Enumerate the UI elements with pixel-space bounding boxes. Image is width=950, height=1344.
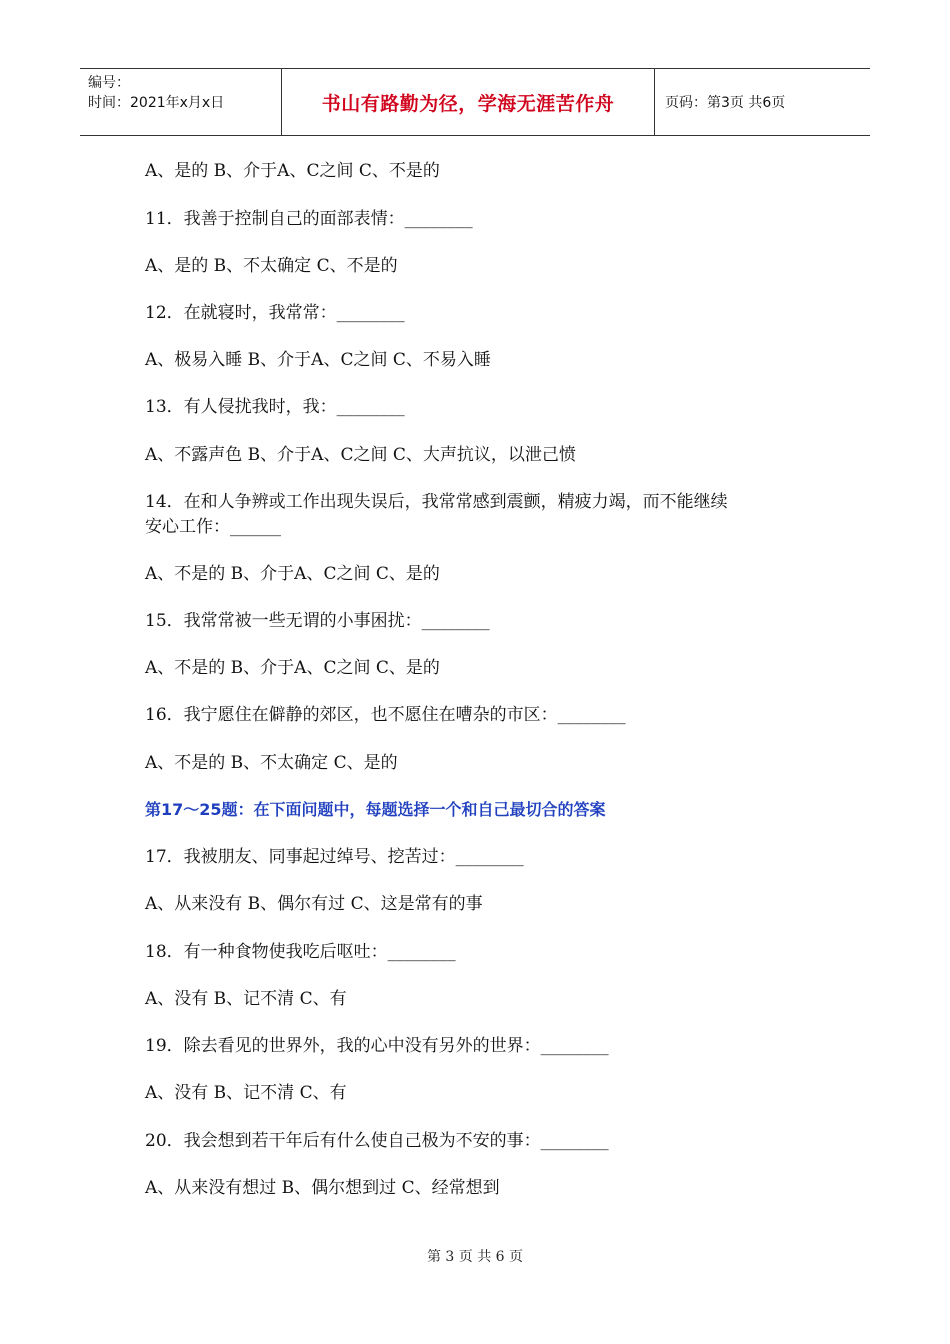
options-13: A、不露声色 B、介于A、C之间 C、大声抗议，以泄己愤 bbox=[145, 445, 576, 465]
question-19: 19．除去看见的世界外，我的心中没有另外的世界：________ bbox=[145, 1036, 609, 1056]
question-17: 17．我被朋友、同事起过绰号、挖苦过：________ bbox=[145, 847, 524, 867]
options-17: A、从来没有 B、偶尔有过 C、这是常有的事 bbox=[145, 894, 483, 914]
options-20: A、从来没有想过 B、偶尔想到过 C、经常想到 bbox=[145, 1178, 500, 1198]
header-motto: 书山有路勤为径，学海无涯苦作舟 bbox=[282, 69, 655, 135]
options-10: A、是的 B、介于A、C之间 C、不是的 bbox=[145, 161, 440, 181]
page-footer: 第 3 页 共 6 页 bbox=[426, 1249, 524, 1265]
options-18: A、没有 B、记不清 C、有 bbox=[145, 989, 347, 1009]
options-14: A、不是的 B、介于A、C之间 C、是的 bbox=[145, 564, 440, 584]
header-page-label: 页码：第3页 共6页 bbox=[665, 95, 786, 111]
question-16: 16．我宁愿住在僻静的郊区，也不愿住在嘈杂的市区：________ bbox=[145, 705, 626, 725]
question-11: 11．我善于控制自己的面部表情：________ bbox=[145, 209, 473, 229]
question-13: 13．有人侵扰我时，我：________ bbox=[145, 397, 405, 417]
options-12: A、极易入睡 B、介于A、C之间 C、不易入睡 bbox=[145, 350, 491, 370]
question-20: 20．我会想到若干年后有什么使自己极为不安的事：________ bbox=[145, 1131, 609, 1151]
question-15: 15．我常常被一些无谓的小事困扰：________ bbox=[145, 611, 490, 631]
question-14: 14．在和人争辨或工作出现失误后，我常常感到震颤，精疲力竭，而不能继续 bbox=[145, 492, 728, 512]
options-15: A、不是的 B、介于A、C之间 C、是的 bbox=[145, 658, 440, 678]
question-14-cont: 安心工作：______ bbox=[145, 517, 281, 537]
section-title: 第17～25题：在下面问题中，每题选择一个和自己最切合的答案 bbox=[145, 800, 606, 819]
code-label: 编号： bbox=[88, 75, 130, 91]
question-18: 18．有一种食物使我吃后呕吐：________ bbox=[145, 942, 456, 962]
options-11: A、是的 B、不太确定 C、不是的 bbox=[145, 256, 398, 276]
header-meta bbox=[80, 69, 282, 135]
options-19: A、没有 B、记不清 C、有 bbox=[145, 1083, 347, 1103]
options-16: A、不是的 B、不太确定 C、是的 bbox=[145, 753, 398, 773]
page-header bbox=[80, 68, 870, 136]
question-12: 12．在就寝时，我常常：________ bbox=[145, 303, 405, 323]
time-label: 时间：2021年x月x日 bbox=[88, 95, 225, 111]
